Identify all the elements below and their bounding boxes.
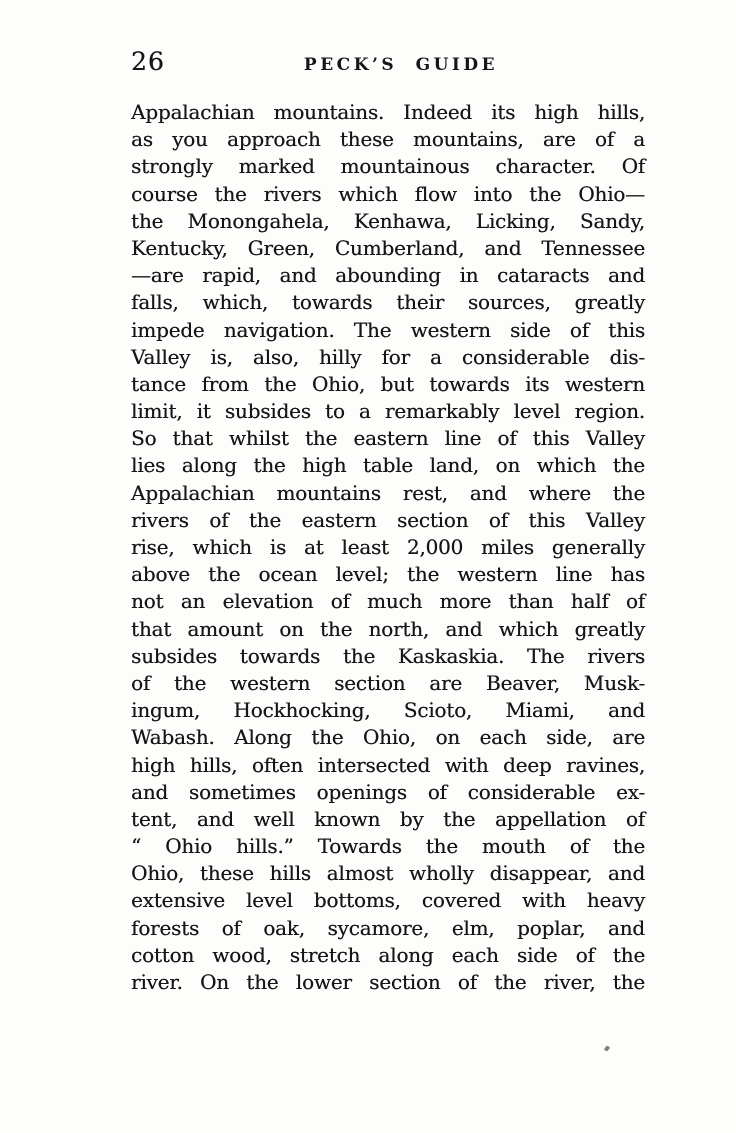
text-line: Appalachian mountains. Indeed its high hills,: [131, 100, 645, 124]
text-line: not an elevation of much more than half of: [131, 589, 645, 614]
text-line: Wabash. Along the Ohio, on each side, are: [131, 725, 645, 750]
text-line: —are rapid, and abounding in cataracts and: [131, 263, 645, 288]
text-line: forests of oak, sycamore, elm, poplar, and: [131, 915, 645, 940]
text-line: of the western section are Beaver, Musk-: [131, 670, 645, 695]
text-line: cotton wood, stretch along each side of the: [131, 942, 645, 967]
text-line: falls, which, towards their sources, greatly: [131, 290, 645, 315]
text-line: Kentucky, Green, Cumberland, and Tennessee: [131, 235, 645, 260]
text-line: limit, it subsides to a remarkably level region.: [131, 399, 645, 424]
text-line: subsides towards the Kaskaskia. The rivers: [131, 643, 645, 668]
text-line: So that whilst the eastern line of this Valley: [131, 426, 645, 451]
text-line: rise, which is at least 2,000 miles generally: [131, 535, 645, 559]
text-line: strongly marked mountainous character. Of: [131, 154, 645, 179]
text-line: rivers of the eastern section of this Valley: [131, 507, 645, 532]
text-line: river. On the lower section of the river, the: [131, 970, 645, 994]
text-line: extensive level bottoms, covered with heavy: [131, 888, 645, 913]
text-line: tent, and well known by the appellation of: [131, 806, 645, 831]
text-line: impede navigation. The western side of this: [131, 317, 645, 342]
scan-speck: [604, 1046, 611, 1052]
text-line: lies along the high table land, on which the: [131, 453, 645, 478]
text-line: Valley is, also, hilly for a considerable dis-: [131, 344, 645, 369]
text-line: high hills, often intersected with deep ravines,: [131, 752, 645, 777]
text-block: [131, 99, 645, 996]
text-line: that amount on the north, and which greatly: [131, 616, 645, 641]
text-line: course the rivers which flow into the Ohio—: [131, 181, 645, 206]
text-line: as you approach these mountains, are of a: [131, 127, 645, 152]
text-line: Ohio, these hills almost wholly disappear, and: [131, 861, 645, 886]
text-line: ingum, Hockhocking, Scioto, Miami, and: [131, 698, 645, 723]
running-title: PECK’S GUIDE: [303, 55, 499, 75]
page-number: 26: [131, 47, 165, 76]
text-line: above the ocean level; the western line has: [131, 562, 645, 587]
text-line: Appalachian mountains rest, and where the: [131, 480, 645, 505]
text-line: “ Ohio hills.” Towards the mouth of the: [131, 834, 645, 859]
text-line: the Monongahela, Kenhawa, Licking, Sandy,: [131, 208, 645, 233]
text-line: tance from the Ohio, but towards its western: [131, 371, 645, 396]
text-line: and sometimes openings of considerable ex-: [131, 779, 645, 804]
